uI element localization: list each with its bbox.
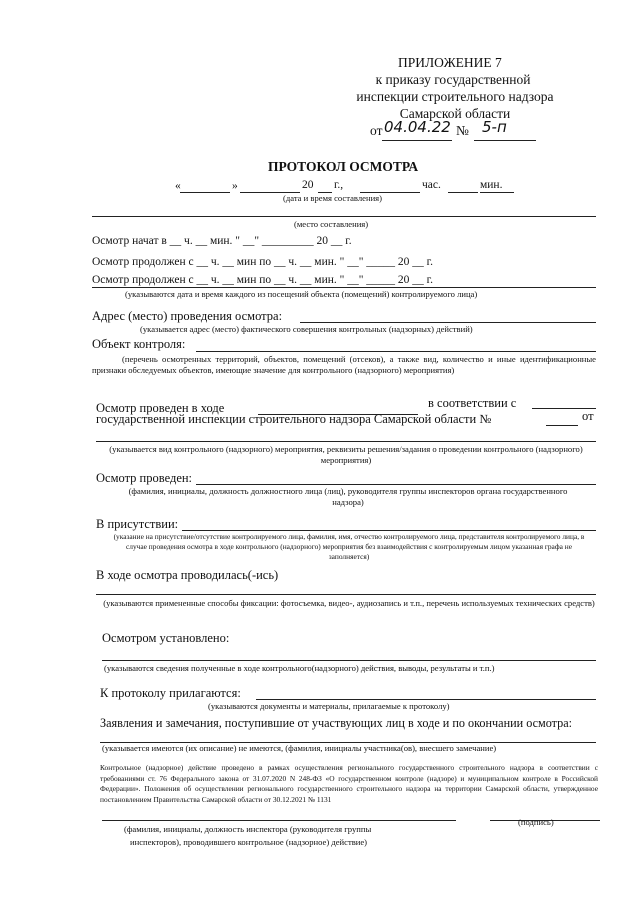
header-ot: от [370, 123, 383, 138]
fixation-label: В ходе осмотра проводилась(-ись) [96, 568, 279, 582]
order-number-handwritten: 5-п [482, 118, 507, 136]
address-line [300, 322, 596, 323]
header-line-1: ПРИЛОЖЕНИЕ 7 [398, 55, 502, 70]
attached-hint: (указываются документы и материалы, прилагаемые к протоколу) [208, 701, 450, 711]
signature-hint: (подпись) [518, 817, 554, 827]
date-quote-open: « [175, 180, 181, 192]
conducted-by-hint: (фамилия, инициалы, должность должностного лица (лиц), руководителя группы инспекторов органа государственного надзора) [128, 486, 568, 508]
document-title: ПРОТОКОЛ ОСМОТРА [268, 159, 419, 174]
header-no: № [456, 123, 469, 138]
established-hint: (указываются сведения полученные в ходе контрольного(надзорного) действия, выводы, результаты и т.п.) [104, 663, 495, 673]
attached-label: К протоколу прилагаются: [100, 686, 241, 700]
address-label: Адрес (место) проведения осмотра: [92, 309, 283, 323]
inspection-hint: (указываются дата и время каждого из посещений объекта (помещений) контролируемого лица) [125, 289, 478, 299]
header-line-4: Самарской области [399, 106, 511, 121]
conducted-hint: (указывается вид контрольного (надзорного) мероприятия, реквизиты решения/задания о проведении контрольного (надзорного) мероприятия) [109, 444, 583, 466]
conducted-text-1: Осмотр проведен в ходе [96, 401, 225, 415]
header-line-2: к приказу государственной [375, 72, 531, 87]
statements-label: Заявления и замечания, поступившие от участвующих лиц в ходе и по окончании осмотра: [100, 716, 573, 730]
order-date-handwritten: 04.04.22 [384, 118, 451, 136]
legal-note: Контрольное (надзорное) действие проведено в рамках осуществления регионального государственного строительного надзора в соответствии с требованиями ст. 76 Федерального закона от 31.07.2020 N 248-ФЗ «О государственном контроле (надзоре) и муниципальном контроле в Российской Федерации». Положения об осуществлении регионального государственного строительного надзора на территории Самарской области, утвержденное постановлением Правительства Самарской области от 30.12.2021 № 1131 [100, 763, 598, 805]
conducted-text-2: в соответствии с [428, 396, 517, 410]
place-hint: (место составления) [294, 219, 369, 229]
conducted-line-3 [96, 441, 596, 442]
inspection-underline [92, 287, 596, 288]
presence-label: В присутствии: [96, 517, 179, 531]
date-hour: час. [422, 179, 441, 191]
conducted-text-3: государственной инспекции строительного надзора Самарской области № [96, 412, 492, 426]
conducted-number-line [546, 425, 578, 426]
presence-line [182, 530, 596, 531]
date-min-tail [480, 192, 514, 193]
address-hint: (указывается адрес (место) фактического совершения контрольных (надзорных) действий) [140, 324, 473, 334]
inspection-continued-2: Осмотр продолжен с __ ч. __ мин по __ ч. __ мин. " __" _____ 20 __ г. [92, 274, 433, 286]
object-hint: (перечень осмотренных территорий, объектов, помещений (отсеков), а также вид, количество и иные идентификационные признаки обследуемых объектов, имеющие значение для контрольного (надзорного) мероприятия) [92, 354, 596, 376]
inspection-continued-1: Осмотр продолжен с __ ч. __ мин по __ ч. __ мин. " __" _____ 20 __ г. [92, 256, 433, 268]
fixation-line [96, 594, 596, 595]
order-number-line [474, 140, 536, 141]
date-year: 20 [302, 179, 314, 191]
date-day-line [180, 192, 230, 193]
established-line [102, 660, 596, 661]
fixation-hint: (указываются примененные способы фиксации: фотосъемка, видео-, аудиозапись и т.п., перечень используемых технических средств) [103, 598, 595, 608]
date-min: мин. [480, 179, 503, 191]
date-min-line [448, 192, 478, 193]
inspector-name-line [102, 820, 456, 821]
date-quote-close: » [232, 180, 238, 192]
place-line [92, 216, 596, 217]
date-g: г., [334, 179, 344, 191]
conducted-by-line [196, 484, 596, 485]
established-label: Осмотром установлено: [102, 631, 230, 645]
conducted-text-4: от [582, 409, 594, 423]
conducted-by-label: Осмотр проведен: [96, 471, 193, 485]
object-label: Объект контроля: [92, 337, 186, 351]
header-line-3: инспекции строительного надзора [356, 89, 554, 104]
object-line [196, 351, 596, 352]
inspection-start: Осмотр начат в __ ч. __ мин. " __" _________ 20 __ г. [92, 235, 352, 247]
inspector-name-hint-1: (фамилия, инициалы, должность инспектора (руководителя группы [124, 824, 372, 834]
order-date-line [382, 140, 452, 141]
inspector-name-hint-2: инспекторов), проводившего контрольное (надзорное) действие) [130, 837, 368, 847]
attached-line [256, 699, 596, 700]
date-hint: (дата и время составления) [283, 193, 382, 203]
presence-hint: (указание на присутствие/отсутствие контролируемого лица, фамилия, имя, отчество контролируемого лица, представителя контролируемого лица, в случае проведения осмотра в ходе контрольного (надзорного) мероприятия без взаимодействия с контролируемым лицом указанная графа не заполняется) [113, 532, 585, 561]
statements-hint: (указывается имеются (их описание) не имеются, (фамилия, инициалы участника(ов), внесшего замечание) [102, 743, 497, 753]
